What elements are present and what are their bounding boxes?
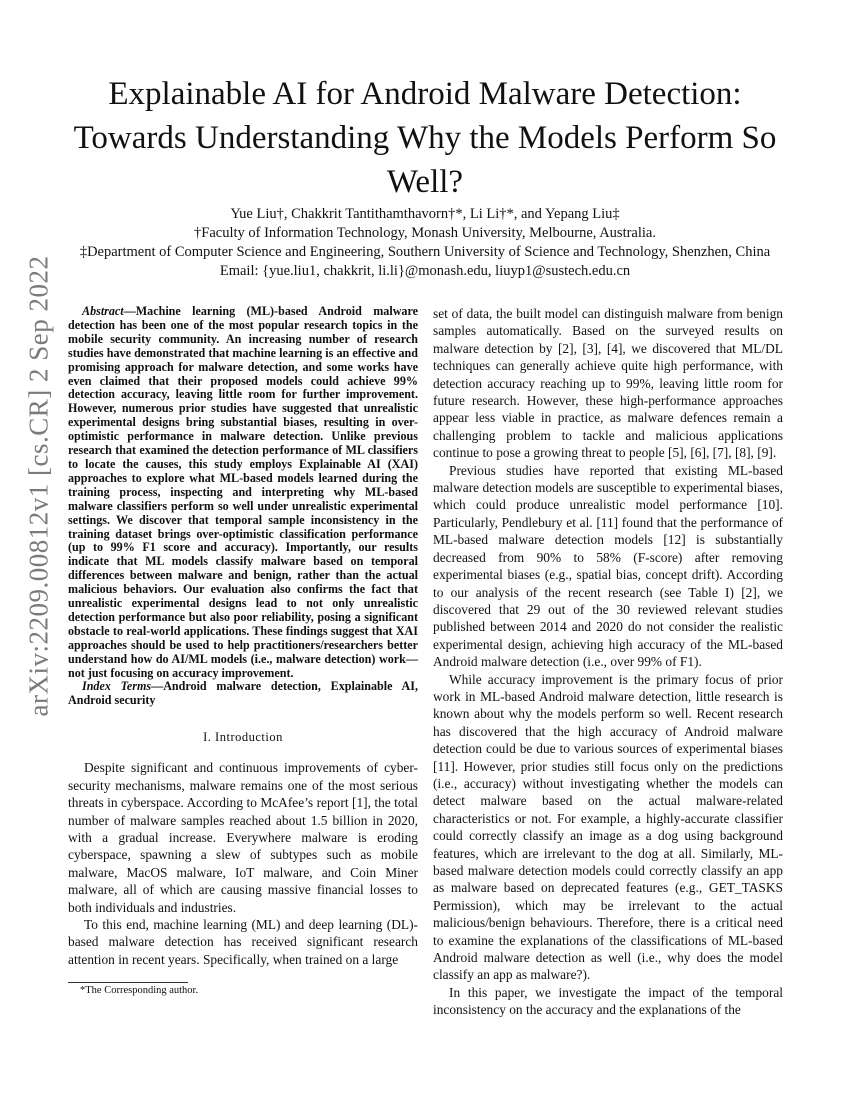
right-column <box>433 305 783 1019</box>
affiliation-1: †Faculty of Information Technology, Monash University, Melbourne, Australia. <box>194 225 656 241</box>
index-terms-text: —Android malware detection, Explainable AI, Android security <box>68 679 418 708</box>
right-paragraph-2: Previous studies have reported that existing ML-based malware detection models are susceptible to experimental biases, which could produce unrealistic model performance [10]. Particularly, Pendlebury et al. [11] found that the performance of ML-based malware detection models [12] is substantially decreased from 90% to 58% (F-score) after removing experimental biases (e.g., spatial bias, concept drift). According to our analysis of the recent research (see Table I) [2], we discovered that 29 out of the 30 reviewed relevant studies published between 2014 and 2020 do not consider the realistic experimental design, achieving high accuracy of the ML-based Android malware detection (i.e., over 99% of F1). <box>433 462 783 670</box>
affiliation-2: ‡Department of Computer Science and Engineering, Southern University of Science and Technology, Shenzhen, China <box>79 244 771 260</box>
author-block <box>60 205 790 281</box>
index-terms-label: Index Terms <box>82 679 152 694</box>
right-paragraph-3: While accuracy improvement is the primary focus of prior work in ML-based Android malware detection, little research is known about why the models perform so well. Recent research has discovered that the high accuracy of Android malware detection could be due to various sources of experimental biases [11]. However, prior studies still focus only on the predictions (i.e., accuracy) without investigating whether the models can detect malware based on the actual malware-related characteristics or not. For example, a highly-accurate classifier could correctly classify an image as a dog using background features, which are irrelevant to the dog at all. Similarly, ML-based malware detection models could correctly classify an app as malware based on deprecated features (e.g., GET_TASKS Permission), which may be irrelevant to the actual malicious/benign behaviours. Therefore, there is a critical need to examine the explanations of the classifications of ML-based Android malware detection as well (i.e., why does the model classify an app as malware?). <box>433 671 783 983</box>
right-paragraph-1: set of data, the built model can distinguish malware from benign samples automatically. Based on the surveyed results on malware detection by [2], [3], [4], we discovered that ML/DL techniques can generally achieve quite high performance, with detection accuracy reaching up to 99%, leaving little room for future research. However, these high-performance approaches appear less viable in practice, as malware defences remain a challenging problem to tackle and malicious applications continue to pose a growing threat to people [5], [6], [7], [8], [9]. <box>433 306 783 461</box>
section-heading-introduction: I. Introduction <box>203 730 283 745</box>
abstract-label: Abstract <box>82 304 124 318</box>
intro-paragraph-2: To this end, machine learning (ML) and deep learning (DL)-based malware detection has received significant research attention in recent years. Specifically, when trained on a large <box>68 916 418 967</box>
author-email: Email: {yue.liu1, chakkrit, li.li}@monash.edu, liuyp1@sustech.edu.cn <box>219 263 631 279</box>
arxiv-identifier: arXiv:2209.00812v1 [cs.CR] 2 Sep 2022 <box>23 255 54 717</box>
right-paragraph-4: In this paper, we investigate the impact of the temporal inconsistency on the accuracy and the explanations of the <box>433 984 783 1018</box>
abstract-text: —Machine learning (ML)-based Android malware detection has been one of the most popular research topics in the mobile security community. An increasing number of research studies have demonstrated that machine learning is an effective and promising approach for malware detection, and some works have even claimed that their proposed models could achieve 99% detection accuracy, leaving little room for further improvement. However, numerous prior studies have suggested that unrealistic experimental designs bring substantial biases, resulting in over-optimistic performance in malware detection. Unlike previous research that examined the detection performance of ML classifiers to locate the causes, this study employs Explainable AI (XAI) approaches to explore what ML-based models learned during the training process, inspecting and interpreting why ML-based malware classifiers perform so well under unrealistic experimental settings. We discover that temporal sample inconsistency in the training dataset brings over-optimistic classification performance (up to 99% F1 score and accuracy). Importantly, our results indicate that ML models classify malware based on temporal differences between malware and benign, rather than the actual malicious behaviors. Our evaluation also confirms the fact that unrealistic experimental designs lead to not only unrealistic detection performance but also poor reliability, posing a significant obstacle to real-world applications. These findings suggest that XAI approaches should be used to help practitioners/researchers better understand how do AI/ML models (i.e., malware detection) work—not just focusing on accuracy improvement. <box>68 304 418 680</box>
index-terms <box>68 680 418 708</box>
intro-paragraph-1: Despite significant and continuous improvements of cyber-security mechanisms, malware remains one of the most serious threats in cyberspace. According to McAfee’s report [1], the total number of malware samples reached about 1.5 billion in 2020, with a gradual increase. Everywhere malware is eroding cyberspace, spawning a slew of subtypes such as mobile malware, MacOS malware, IoT malware, and Coin Miner malware, all of which are causing massive financial losses to both individuals and industries. <box>68 760 418 915</box>
left-column <box>68 305 418 968</box>
arxiv-sidebar <box>6 255 72 717</box>
paper-title: Explainable AI for Android Malware Detection: Towards Understanding Why the Models Perform So Well? <box>73 76 777 200</box>
footnote-rule <box>68 982 188 983</box>
abstract <box>68 305 418 680</box>
footnote: *The Corresponding author. <box>80 985 199 996</box>
author-names: Yue Liu†, Chakkrit Tantithamthavorn†*, Li Li†*, and Yepang Liu‡ <box>230 206 620 222</box>
